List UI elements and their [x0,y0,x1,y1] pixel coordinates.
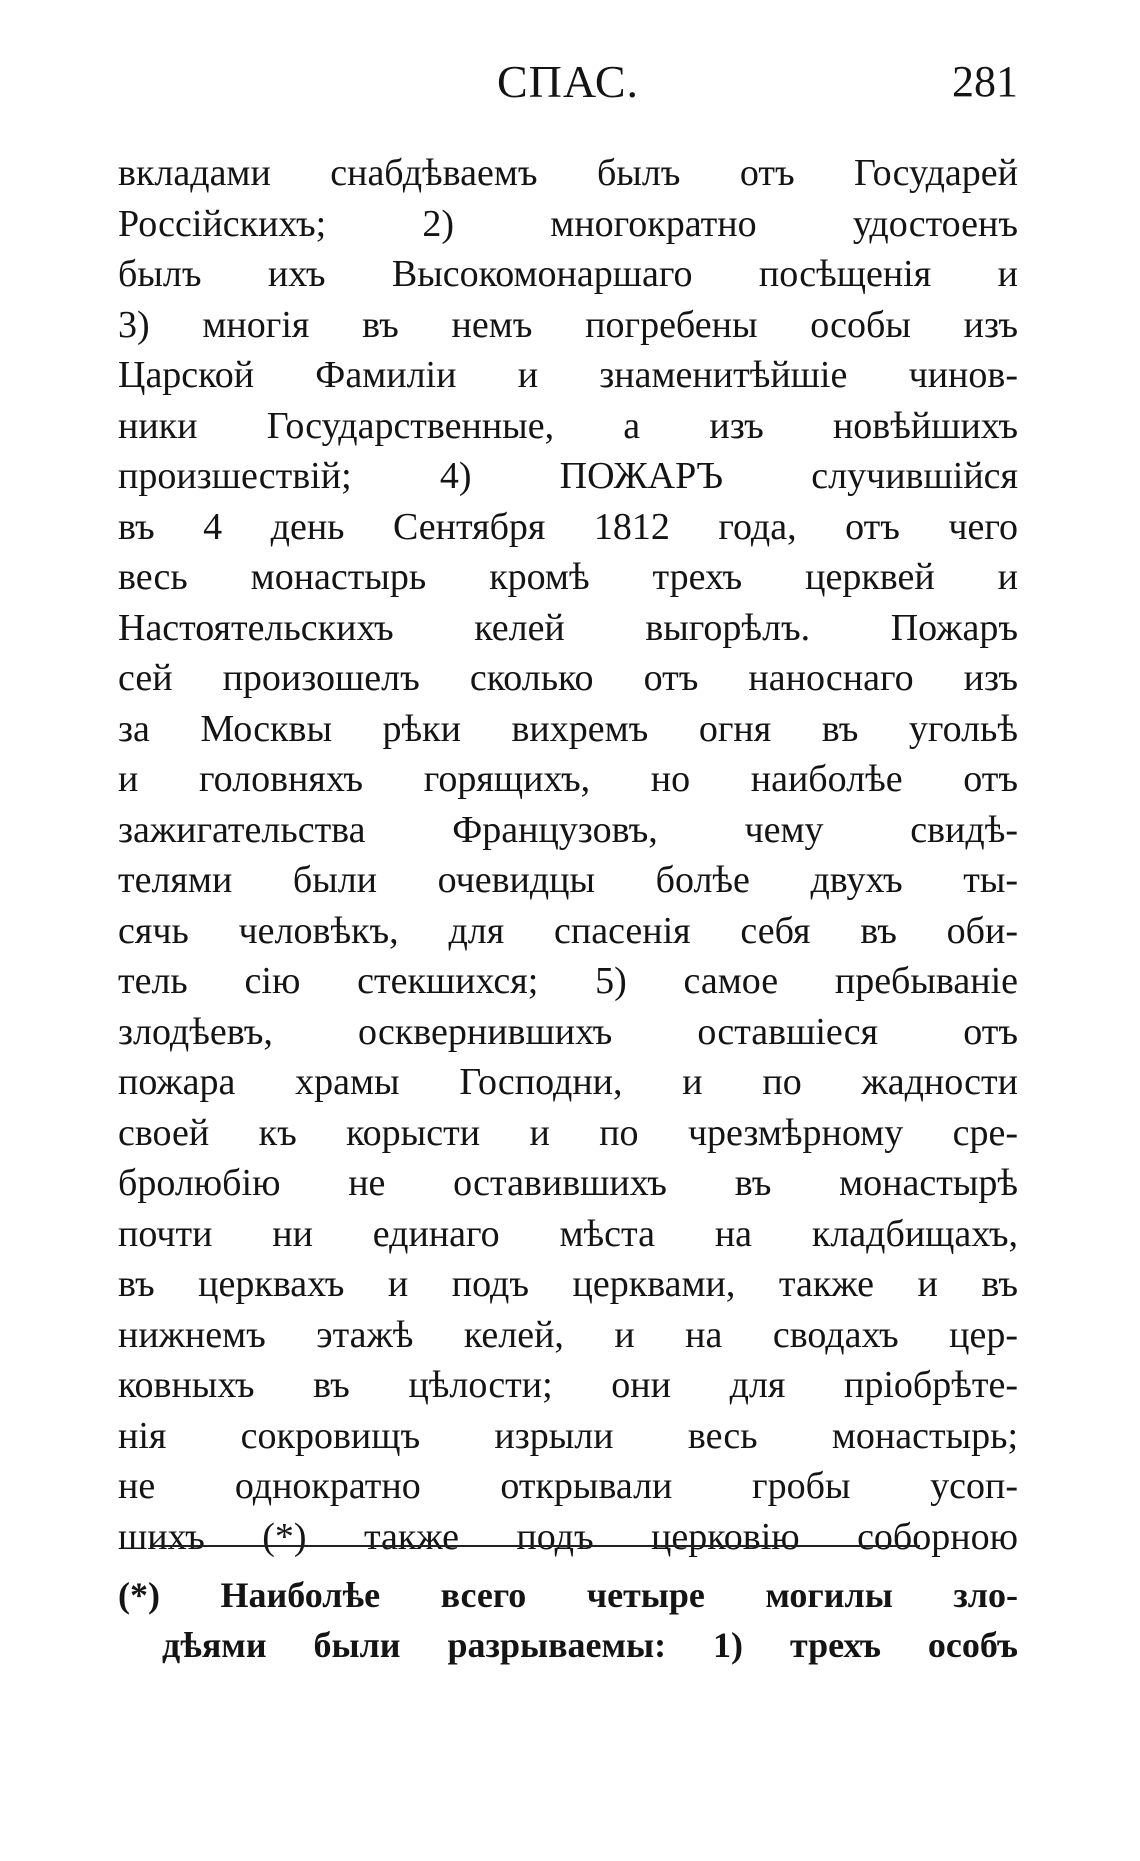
body-line-24: нижнемъ этажѣ келей, и на сводахъ цер- [118,1313,1018,1356]
body-line-5: Царской Фамиліи и знаменитѣйшіе чинов- [118,354,1018,396]
body-line-3: былъ ихъ Высокомонаршаго посѣщенія и [118,253,1018,295]
footnote-line-1: (*) Наиболѣе всего четыре могилы зло- [118,1575,1018,1615]
footnote [118,1570,1018,1670]
body-line-20: своей къ корысти и по чрезмѣрному сре- [118,1111,1018,1154]
running-head: СПАС. [496,56,639,107]
body-line-13: и головняхъ горящихъ, но наиболѣе отъ [118,758,1018,800]
body-line-15: телями были очевидцы болѣе двухъ ты- [118,859,1018,901]
body-line-12: за Москвы рѣки вихремъ огня въ угольѣ [118,707,1018,750]
body-line-8: въ 4 день Сентября 1812 года, отъ чего [118,505,1018,548]
body-line-17: тель сію стекшихся; 5) самое пребываніе [118,960,1018,1002]
body-line-7: произшествій; 4) ПОЖАРЪ случившійся [118,455,1018,497]
body-line-6: ники Государственные, а изъ новѣйшихъ [118,404,1018,447]
body-line-10: Настоятельскихъ келей выгорѣлъ. Пожаръ [118,606,1018,649]
body-line-4: 3) многія въ немъ погребены особы изъ [118,303,1018,346]
page-header [118,52,1018,112]
body-line-19: пожара храмы Господни, и по жадности [118,1061,1018,1103]
body-text [118,148,1018,1562]
body-line-27: не однократно открывали гробы усоп- [118,1465,1018,1507]
body-line-1: вкладами снабдѣваемъ былъ отъ Государей [118,152,1018,194]
body-line-23: въ церквахъ и подъ церквами, также и въ [118,1263,1018,1305]
body-line-9: весь монастырь кромѣ трехъ церквей и [118,556,1018,598]
body-line-22: почти ни единаго мѣста на кладбищахъ, [118,1212,1018,1255]
body-line-25: ковныхъ въ цѣлости; они для пріобрѣте- [118,1364,1018,1406]
page-number: 281 [952,57,1018,106]
body-line-11: сей произошелъ сколько отъ наноснаго изъ [118,657,1018,699]
body-line-28: шихъ (*) также подъ церковію соборною [118,1515,1018,1558]
footnote-rule [150,1545,920,1547]
body-line-18: злодѣевъ, осквернившихъ оставшіеся отъ [118,1010,1018,1053]
body-line-16: сячь человѣкъ, для спасенія себя въ оби- [118,909,1018,952]
footnote-line-2: дѣями были разрываемы: 1) трехъ особъ [162,1625,1018,1665]
body-line-26: нія сокровищъ изрыли весь монастырь; [118,1414,1018,1457]
body-line-2: Россійскихъ; 2) многократно удостоенъ [118,202,1018,245]
body-line-21: бролюбію не оставившихъ въ монастырѣ [118,1162,1018,1204]
body-line-14: зажигательства Французовъ, чему свидѣ- [118,808,1018,851]
